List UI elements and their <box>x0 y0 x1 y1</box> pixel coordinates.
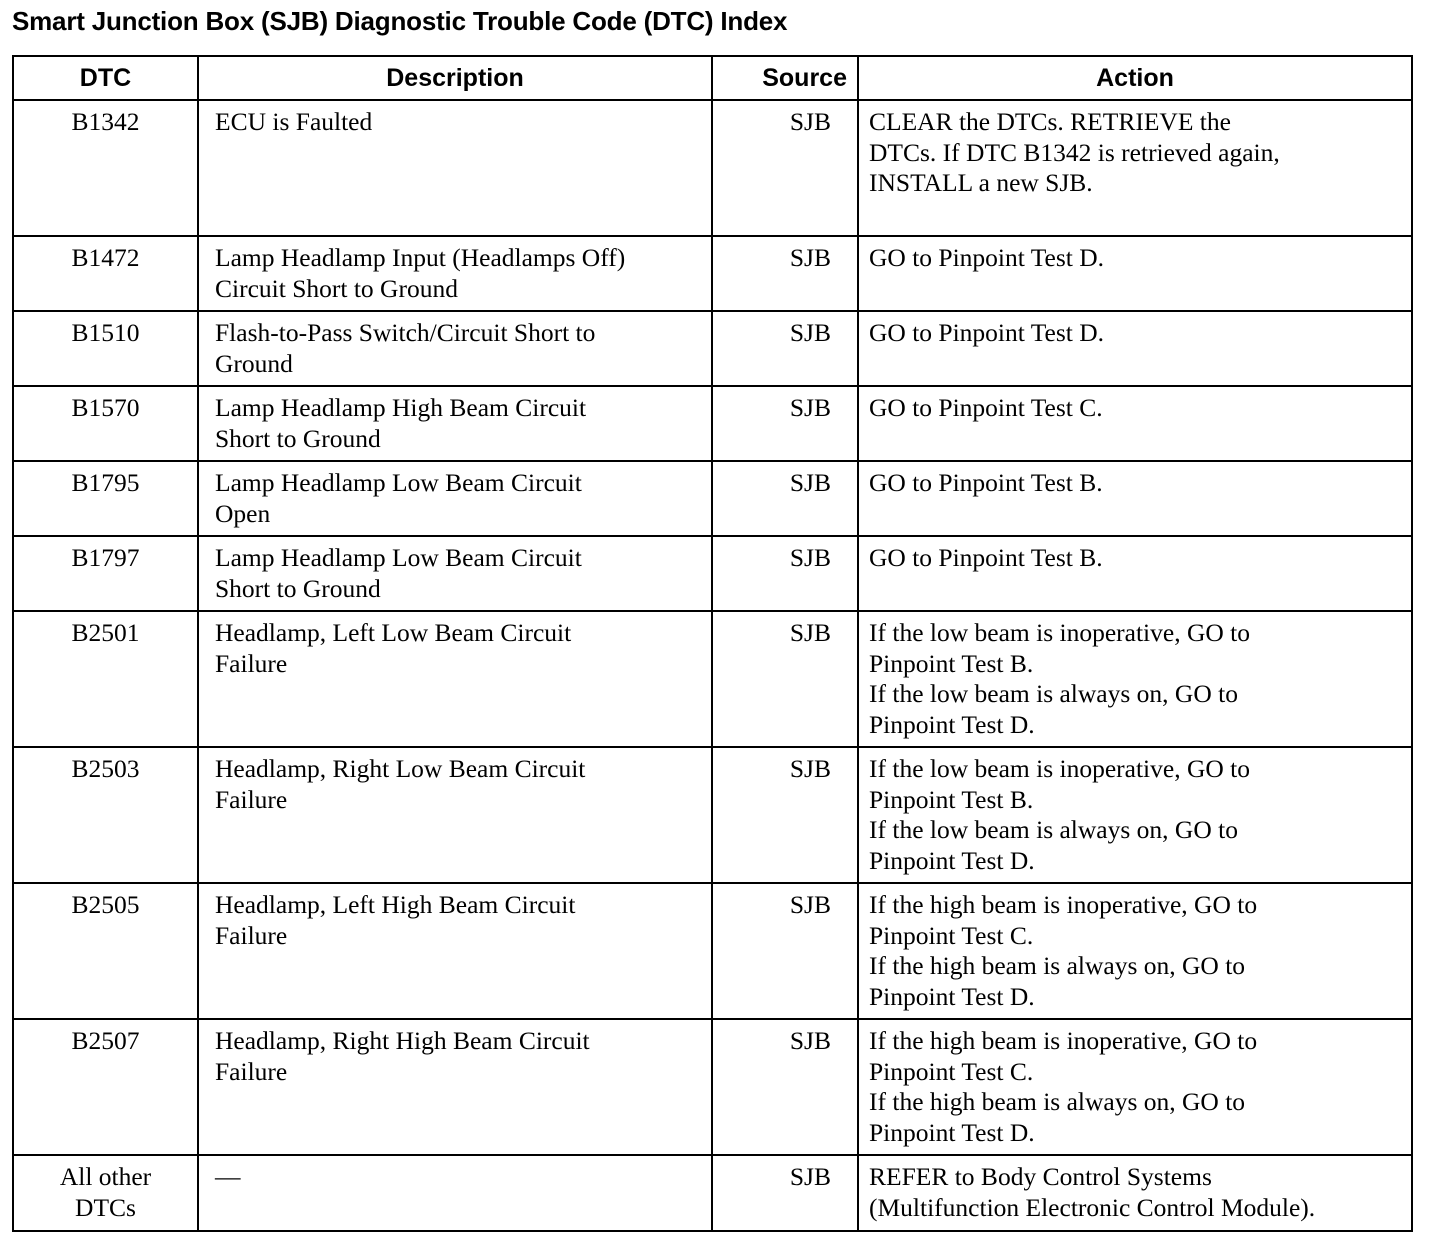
dtc-code-cell <box>13 236 198 311</box>
action-cell-line: If the high beam is inoperative, GO to <box>869 1026 1258 1055</box>
dtc-index-table <box>12 55 1413 1232</box>
table-row <box>13 611 1412 747</box>
table-row <box>13 236 1412 311</box>
dtc-code-cell-line: B1570 <box>71 393 140 422</box>
description-cell-line: Failure <box>215 920 288 950</box>
dtc-code-cell <box>13 1155 198 1231</box>
description-cell <box>198 100 712 236</box>
dtc-code-cell-line: B2501 <box>71 618 140 647</box>
dtc-code-cell-line: DTCs <box>75 1192 136 1222</box>
action-cell-line: CLEAR the DTCs. RETRIEVE the <box>869 107 1231 136</box>
action-cell <box>858 386 1412 461</box>
source-cell: SJB <box>712 100 858 236</box>
description-cell-line: Lamp Headlamp Low Beam Circuit <box>215 468 582 497</box>
table-row <box>13 386 1412 461</box>
description-cell-line: Headlamp, Left High Beam Circuit <box>215 890 576 919</box>
table-row <box>13 311 1412 386</box>
description-cell-line: Failure <box>215 1056 288 1086</box>
dtc-code-cell <box>13 311 198 386</box>
source-cell: SJB <box>712 461 858 536</box>
column-header-action: Action <box>858 56 1412 100</box>
description-cell-line: Lamp Headlamp High Beam Circuit <box>215 393 587 422</box>
action-cell <box>858 100 1412 236</box>
table-header-row <box>13 56 1412 100</box>
table-row <box>13 536 1412 611</box>
description-cell-line: — <box>215 1162 241 1191</box>
source-cell: SJB <box>712 536 858 611</box>
action-cell-line: (Multifunction Electronic Control Module). <box>869 1192 1316 1222</box>
description-cell-line: Circuit Short to Ground <box>215 273 458 303</box>
description-cell <box>198 536 712 611</box>
dtc-code-cell-line: All other <box>59 1162 152 1191</box>
action-cell <box>858 461 1412 536</box>
description-cell-line: Lamp Headlamp Input (Headlamps Off) <box>215 243 626 272</box>
source-cell: SJB <box>712 883 858 1019</box>
action-cell-line: GO to Pinpoint Test D. <box>869 318 1105 347</box>
action-cell-line: Pinpoint Test C. <box>869 1056 1034 1086</box>
action-cell-line: If the low beam is always on, GO to <box>869 815 1238 844</box>
dtc-code-cell-line: B1795 <box>71 468 140 497</box>
description-cell-line: Failure <box>215 784 288 814</box>
action-cell-line: Pinpoint Test D. <box>869 981 1035 1011</box>
action-cell <box>858 311 1412 386</box>
source-cell: SJB <box>712 236 858 311</box>
action-cell-line: If the low beam is always on, GO to <box>869 679 1238 708</box>
source-cell: SJB <box>712 311 858 386</box>
action-cell-line: Pinpoint Test D. <box>869 1117 1035 1147</box>
column-header-description: Description <box>198 56 712 100</box>
action-cell <box>858 747 1412 883</box>
action-cell-line: Pinpoint Test C. <box>869 920 1034 950</box>
action-cell-line: GO to Pinpoint Test C. <box>869 393 1103 422</box>
description-cell-line: Flash-to-Pass Switch/Circuit Short to <box>215 318 596 347</box>
table-row <box>13 100 1412 236</box>
action-cell-line: If the high beam is inoperative, GO to <box>869 890 1258 919</box>
action-cell-line: GO to Pinpoint Test B. <box>869 468 1103 497</box>
action-cell <box>858 883 1412 1019</box>
dtc-code-cell-line: B2503 <box>71 754 140 783</box>
action-cell-line: Pinpoint Test B. <box>869 784 1034 814</box>
action-cell <box>858 611 1412 747</box>
description-cell <box>198 311 712 386</box>
dtc-code-cell <box>13 100 198 236</box>
action-cell <box>858 536 1412 611</box>
dtc-code-cell-line: B2507 <box>71 1026 140 1055</box>
dtc-code-cell <box>13 611 198 747</box>
source-cell: SJB <box>712 611 858 747</box>
description-cell-line: ECU is Faulted <box>215 107 373 136</box>
description-cell <box>198 236 712 311</box>
dtc-code-cell <box>13 461 198 536</box>
action-cell-line: Pinpoint Test D. <box>869 845 1035 875</box>
dtc-code-cell <box>13 747 198 883</box>
description-cell-line: Lamp Headlamp Low Beam Circuit <box>215 543 582 572</box>
description-cell <box>198 386 712 461</box>
description-cell <box>198 883 712 1019</box>
dtc-code-cell-line: B1510 <box>71 318 140 347</box>
action-cell-line: If the high beam is always on, GO to <box>869 951 1246 980</box>
description-cell-line: Failure <box>215 648 288 678</box>
table-row <box>13 461 1412 536</box>
description-cell-line: Open <box>215 498 271 528</box>
column-header-dtc: DTC <box>13 56 198 100</box>
action-cell-line: INSTALL a new SJB. <box>869 168 1093 197</box>
table-body <box>13 100 1412 1231</box>
description-cell-line: Headlamp, Right High Beam Circuit <box>215 1026 590 1055</box>
table-row <box>13 1019 1412 1155</box>
description-cell-line: Short to Ground <box>215 423 381 453</box>
column-header-source: Source <box>712 56 858 100</box>
source-cell: SJB <box>712 1155 858 1231</box>
action-cell <box>858 1019 1412 1155</box>
source-cell: SJB <box>712 1019 858 1155</box>
source-cell: SJB <box>712 386 858 461</box>
dtc-code-cell <box>13 1019 198 1155</box>
description-cell-line: Headlamp, Left Low Beam Circuit <box>215 618 572 647</box>
description-cell-line: Headlamp, Right Low Beam Circuit <box>215 754 586 783</box>
action-cell-line: Pinpoint Test D. <box>869 709 1035 739</box>
action-cell-line: If the high beam is always on, GO to <box>869 1087 1246 1116</box>
dtc-code-cell-line: B1342 <box>71 107 140 136</box>
dtc-code-cell <box>13 536 198 611</box>
description-cell <box>198 1155 712 1231</box>
table-row <box>13 883 1412 1019</box>
description-cell <box>198 461 712 536</box>
description-cell <box>198 747 712 883</box>
dtc-code-cell-line: B1472 <box>71 243 140 272</box>
action-cell-line: If the low beam is inoperative, GO to <box>869 754 1250 783</box>
description-cell <box>198 611 712 747</box>
dtc-code-cell-line: B1797 <box>71 543 140 572</box>
page-title: Smart Junction Box (SJB) Diagnostic Trouble Code (DTC) Index <box>12 6 788 36</box>
description-cell-line: Short to Ground <box>215 573 381 603</box>
action-cell-line: If the low beam is inoperative, GO to <box>869 618 1250 647</box>
dtc-code-cell <box>13 386 198 461</box>
dtc-code-cell <box>13 883 198 1019</box>
description-cell-line: Ground <box>215 348 293 378</box>
action-cell-line: GO to Pinpoint Test B. <box>869 543 1103 572</box>
table-row <box>13 747 1412 883</box>
table-row <box>13 1155 1412 1231</box>
action-cell-line: REFER to Body Control Systems <box>869 1162 1212 1191</box>
description-cell <box>198 1019 712 1155</box>
action-cell <box>858 1155 1412 1231</box>
action-cell-line: DTCs. If DTC B1342 is retrieved again, <box>869 137 1280 167</box>
source-cell: SJB <box>712 747 858 883</box>
action-cell-line: GO to Pinpoint Test D. <box>869 243 1105 272</box>
action-cell-line: Pinpoint Test B. <box>869 648 1034 678</box>
dtc-code-cell-line: B2505 <box>71 890 140 919</box>
action-cell <box>858 236 1412 311</box>
